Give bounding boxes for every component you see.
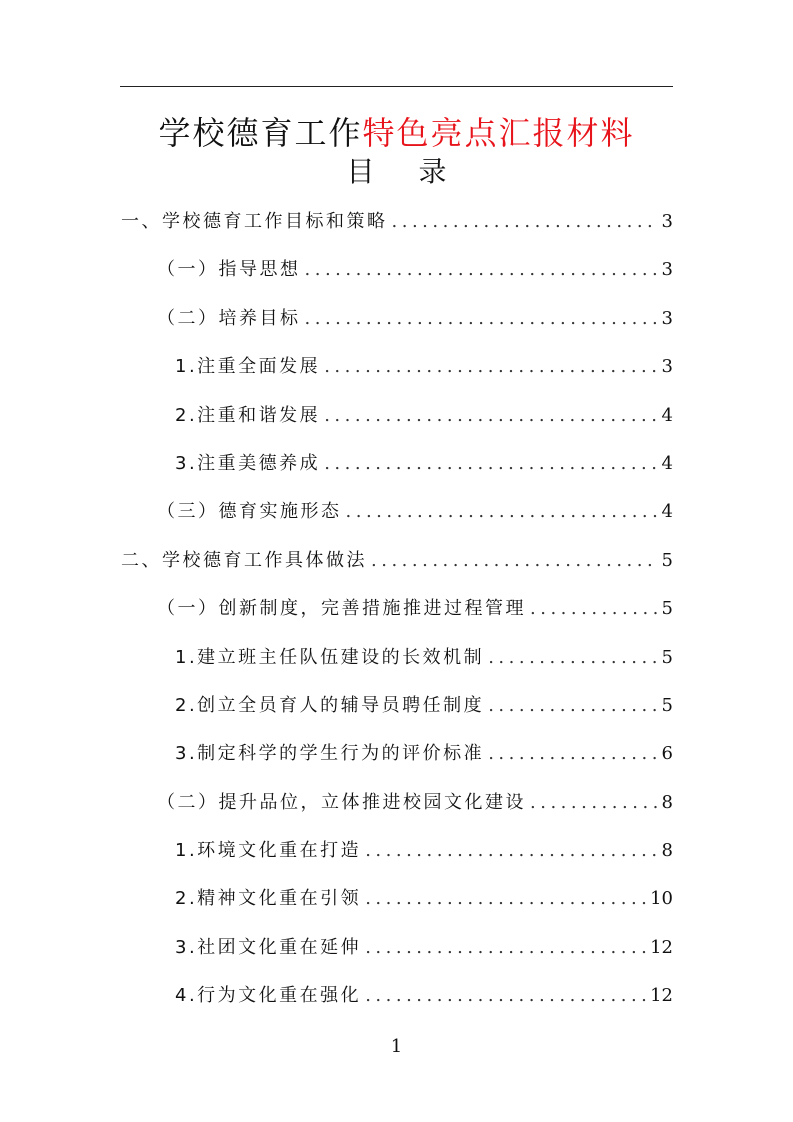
toc-leader-dots (530, 593, 658, 625)
toc-entry-page: 5 (661, 646, 673, 668)
toc-entry[interactable] (121, 932, 673, 980)
page-number: 1 (390, 1036, 403, 1057)
toc-entry-label: 2.精神文化重在引领 (175, 888, 362, 910)
toc-leader-dots (365, 980, 646, 1012)
toc-entry-page: 4 (661, 501, 673, 523)
toc-entry-page: 8 (661, 791, 673, 813)
toc-entry-page: 3 (661, 307, 673, 329)
toc-entry-label: （二）提升品位，立体推进校园文化建设 (157, 791, 526, 813)
toc-entry[interactable] (121, 738, 673, 786)
toc-leader-dots (346, 496, 658, 528)
toc-entry[interactable] (121, 690, 673, 738)
toc-leader-dots (488, 690, 657, 722)
toc-entry-page: 3 (661, 259, 673, 281)
toc-entry-page: 10 (650, 888, 673, 910)
toc-heading-char: 录 (418, 155, 447, 188)
toc-leader-dots (324, 351, 657, 383)
toc-leader-dots (305, 254, 658, 286)
toc-entry[interactable] (121, 496, 673, 544)
toc-entry-page: 4 (661, 404, 673, 426)
toc-entry-page: 6 (661, 743, 673, 765)
toc-entry-label: （一）创新制度，完善措施推进过程管理 (157, 598, 526, 620)
toc-leader-dots (488, 642, 657, 674)
toc-entry-page: 12 (650, 936, 673, 958)
toc-entry[interactable] (121, 642, 673, 690)
toc-leader-dots (365, 932, 646, 964)
title-black: 学校德育工作 (158, 114, 363, 152)
toc-entry-label: 二、学校德育工作具体做法 (121, 549, 367, 571)
toc-entry-label: （三）德育实施形态 (157, 501, 342, 523)
header-rule (120, 86, 673, 87)
toc-entry-page: 3 (661, 211, 673, 232)
toc-entry-label: 一、学校德育工作目标和策略 (121, 211, 388, 232)
toc-leader-dots (305, 303, 658, 335)
toc-entry[interactable] (121, 835, 673, 883)
toc-entry-page: 4 (661, 452, 673, 474)
toc-entry-label: 1.环境文化重在打造 (175, 840, 362, 862)
table-of-contents (121, 206, 673, 1029)
toc-entry-page: 5 (661, 598, 673, 620)
toc-entry[interactable] (121, 883, 673, 931)
toc-entry-label: 3.注重美德养成 (175, 452, 321, 474)
document-title (0, 108, 793, 154)
toc-entry[interactable] (121, 351, 673, 399)
toc-leader-dots (324, 448, 657, 480)
toc-entry-label: 2.注重和谐发展 (175, 404, 321, 426)
toc-entry[interactable] (121, 593, 673, 641)
toc-heading-char: 目 (346, 155, 375, 188)
toc-entry-page: 5 (661, 694, 673, 716)
toc-entry[interactable] (121, 254, 673, 302)
toc-entry-page: 8 (661, 840, 673, 862)
toc-entry-label: （一）指导思想 (157, 259, 301, 281)
toc-entry-label: （二）培养目标 (157, 307, 301, 329)
toc-entry[interactable] (121, 303, 673, 351)
title-red: 特色亮点汇报材料 (362, 114, 635, 152)
toc-leader-dots (365, 883, 646, 915)
toc-entry-label: 1.建立班主任队伍建设的长效机制 (175, 646, 485, 668)
toc-entry-page: 5 (661, 549, 673, 571)
toc-entry[interactable] (121, 545, 673, 593)
toc-entry-page: 12 (650, 985, 673, 1007)
toc-entry-label: 3.制定科学的学生行为的评价标准 (175, 743, 485, 765)
toc-leader-dots (392, 206, 658, 238)
toc-heading (0, 150, 793, 190)
toc-leader-dots (324, 400, 657, 432)
toc-leader-dots (488, 738, 657, 770)
toc-entry-page: 3 (661, 356, 673, 378)
toc-leader-dots (365, 835, 657, 867)
toc-entry-label: 2.创立全员育人的辅导员聘任制度 (175, 694, 485, 716)
toc-entry[interactable] (121, 206, 673, 254)
toc-entry-label: 3.社团文化重在延伸 (175, 936, 362, 958)
toc-entry-label: 4.行为文化重在强化 (175, 985, 362, 1007)
toc-leader-dots (530, 787, 658, 819)
toc-entry[interactable] (121, 448, 673, 496)
toc-entry[interactable] (121, 787, 673, 835)
toc-entry-label: 1.注重全面发展 (175, 356, 321, 378)
toc-leader-dots (371, 545, 658, 577)
toc-entry[interactable] (121, 400, 673, 448)
toc-entry[interactable] (121, 980, 673, 1028)
